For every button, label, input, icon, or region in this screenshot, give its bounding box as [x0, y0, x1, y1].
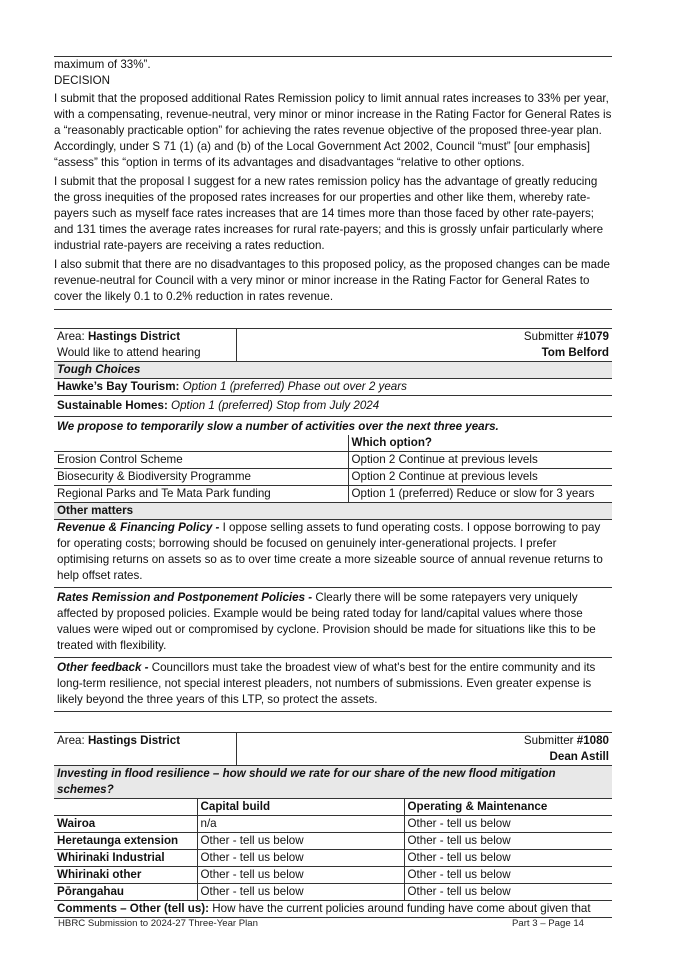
area-cell: Area: Hastings District Would like to attend hearing: [54, 329, 236, 362]
revenue-policy-row: Revenue & Financing Policy - I oppose selling assets to fund operating costs. I oppose borrowing to pay for operating costs; borrowing should be focused on genuinely inter-generational projects. I prefer optimising returns on assets so as to over time create a more sizeable source of annual revenue returns to help offset rates.: [54, 520, 612, 588]
rates-remission-row: Rates Remission and Postponement Policies - Clearly there will be some ratepayers very uniquely affected by proposed policies. Example would be being rated today for land/capital values where those values were wiped out or compromised by cyclone. Provision should be made for situations like this to be treated with flexibility.: [54, 588, 612, 658]
scheme-capital: n/a: [197, 816, 404, 833]
hawkes-bay-tourism-row: Hawke’s Bay Tourism: Option 1 (preferred) Phase out over 2 years: [54, 379, 612, 396]
operating-header: Operating & Maintenance: [404, 799, 612, 816]
scheme-operating: Other - tell us below: [404, 884, 612, 901]
scheme-operating: Other - tell us below: [404, 833, 612, 850]
document-page: [54, 56, 612, 918]
capital-build-header: Capital build: [197, 799, 404, 816]
decision-heading: DECISION: [54, 74, 111, 87]
comments-row: Comments – Other (tell us): How have the current policies around funding have come about given that: [54, 901, 612, 918]
intro-paragraph-1: I submit that the proposed additional Rates Remission policy to limit annual rates increases to 33% per year, with a compensating, revenue-neutral, very minor or minor increase in the Rating Factor for General Rates is a “reasonably practicable option” for achieving the rates revenue objective of the proposed three-year plan. Accordingly, under S 71 (1) (a) and (b) of the Local Government Act 2002, Council “must” [our emphasis] “assess” this “option in terms of its advantages and disadvantages “relative to other options.: [54, 92, 612, 169]
attend-hearing: Would like to attend hearing: [57, 346, 201, 359]
other-matters-heading: Other matters: [54, 503, 612, 520]
submitter-cell: Submitter #1080 Dean Astill: [236, 733, 612, 766]
intro-paragraph-3: I also submit that there are no disadvantages to this proposed policy, as the proposed changes can be made revenue-neutral for Council with a very minor or minor increase in the Rating Factor for General Rates to cover the likely 0.1 to 0.2% reduction in rates revenue.: [54, 258, 610, 303]
footer-title: HBRC Submission to 2024-27 Three-Year Plan: [58, 918, 258, 929]
other-feedback-row: Other feedback - Councillors must take the broadest view of what's best for the entire community and its long-term resilience, not special interest pleaders, not numbers of submissions. Even greater expense is likely beyond the three years of this LTP, so protect the assets.: [54, 658, 612, 712]
area-value: Hastings District: [87, 330, 181, 343]
submitter-number: #1080: [576, 734, 609, 747]
slow-activities-heading: We propose to temporarily slow a number of activities over the next three years.: [54, 417, 612, 436]
scheme-name: Heretaunga extension: [54, 833, 197, 850]
intro-paragraph-2: I submit that the proposal I suggest for a new rates remission policy has the advantage of greatly reducing the gross inequities of the proposed rates increases for our properties and other like them, whereby rate-payers such as myself face rates increases that are 14 times more than those faced by other rate-payers; and 131 times the average rates increases for rural rate-payers; and this is grossly unfair particularly where industrial rate-payers are receiving a rates reduction.: [54, 175, 604, 252]
scheme-operating: Other - tell us below: [404, 867, 612, 884]
scheme-operating: Other - tell us below: [404, 816, 612, 833]
scheme-operating: Other - tell us below: [404, 850, 612, 867]
activity-name: Biosecurity & Biodiversity Programme: [54, 469, 348, 486]
flood-resilience-heading: Investing in flood resilience – how should we rate for our share of the new flood mitigation schemes?: [54, 766, 612, 799]
submission-1079-table: [54, 328, 612, 712]
activity-option: Option 2 Continue at previous levels: [348, 469, 612, 486]
area-cell: Area: Hastings District: [54, 733, 236, 766]
scheme-name: Wairoa: [54, 816, 197, 833]
scheme-capital: Other - tell us below: [197, 867, 404, 884]
submission-1080-table: [54, 732, 612, 918]
submitter-name: Tom Belford: [541, 346, 609, 359]
footer-page-number: Part 3 – Page 14: [511, 918, 584, 929]
activity-option: Option 1 (preferred) Reduce or slow for 3 years: [348, 486, 612, 503]
scheme-capital: Other - tell us below: [197, 833, 404, 850]
sustainable-homes-row: Sustainable Homes: Option 1 (preferred) Stop from July 2024: [54, 396, 612, 417]
activity-name: Erosion Control Scheme: [54, 452, 348, 469]
scheme-capital: Other - tell us below: [197, 850, 404, 867]
scheme-capital: Other - tell us below: [197, 884, 404, 901]
which-option-header: Which option?: [348, 435, 612, 452]
scheme-name: Whirinaki Industrial: [54, 850, 197, 867]
tough-choices-heading: Tough Choices: [54, 362, 612, 379]
activity-name: Regional Parks and Te Mata Park funding: [54, 486, 348, 503]
activity-option: Option 2 Continue at previous levels: [348, 452, 612, 469]
lead-in-text: maximum of 33%”.: [54, 58, 151, 71]
submitter-name: Dean Astill: [549, 750, 609, 763]
submitter-cell: Submitter #1079 Tom Belford: [236, 329, 612, 362]
area-value: Hastings District: [87, 734, 181, 747]
scheme-name: Pōrangahau: [54, 884, 197, 901]
submitter-number: #1079: [576, 330, 609, 343]
scheme-name: Whirinaki other: [54, 867, 197, 884]
intro-section: [54, 57, 612, 305]
